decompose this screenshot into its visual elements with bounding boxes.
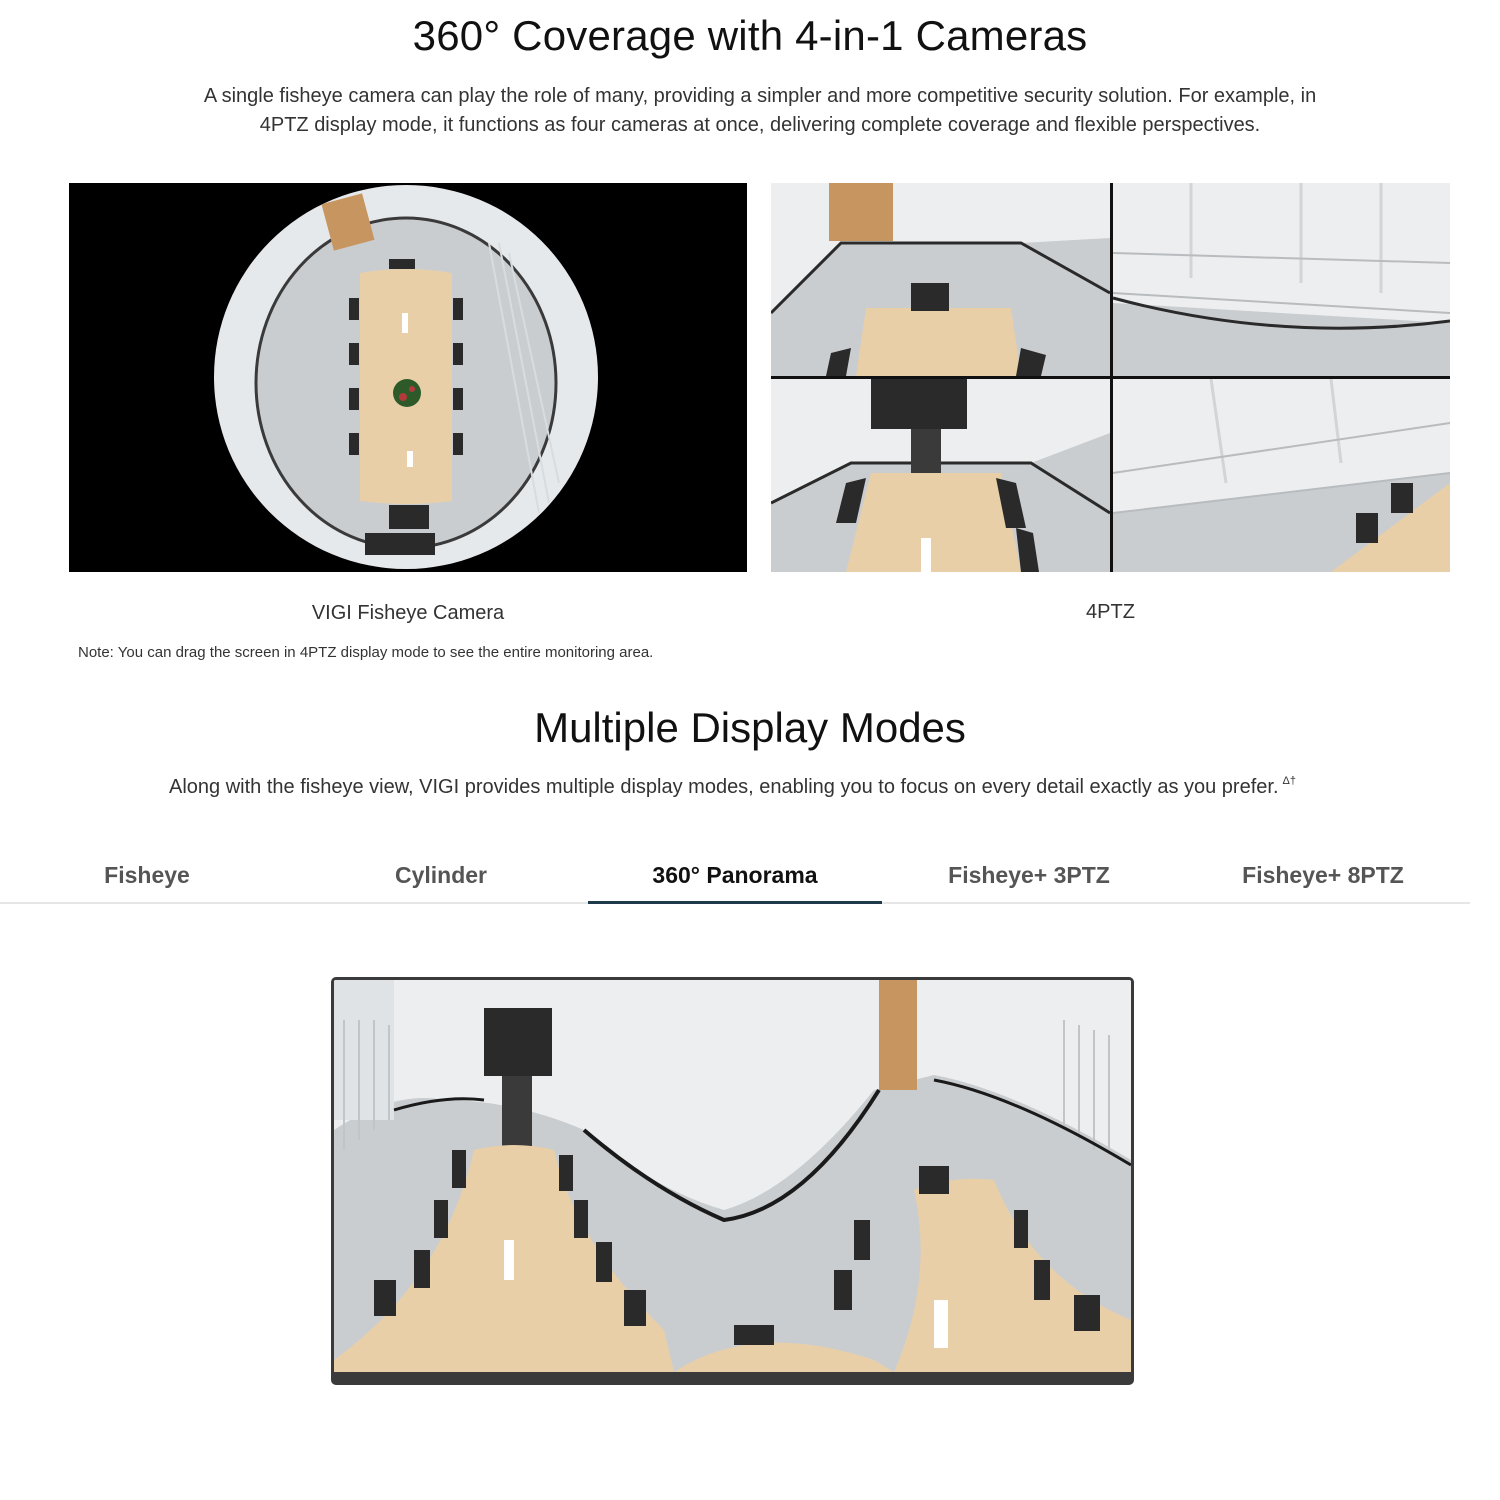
tab-fisheye[interactable]: Fisheye — [104, 861, 190, 888]
footnote-mark[interactable]: Δ† — [1282, 775, 1296, 787]
tab-360-panorama[interactable]: 360° Panorama — [588, 848, 882, 902]
drag-note: Note: You can drag the screen in 4PTZ display mode to see the entire monitoring area. — [78, 644, 654, 661]
section-description-coverage: A single fisheye camera can play the role of many, providing a simpler and more competitive security solution. For example, in 4PTZ display mode, it functions as four cameras at once, delivering complete coverage and flexible perspectives. — [203, 85, 1317, 136]
fisheye-camera-image — [69, 183, 747, 572]
section-title-display-modes: Multiple Display Modes — [534, 704, 966, 751]
section-description-display-modes — [0, 775, 1465, 799]
section-title-coverage: 360° Coverage with 4-in-1 Cameras — [412, 12, 1088, 59]
4ptz-view-image[interactable] — [771, 183, 1450, 572]
display-modes-text: Along with the fisheye view, VIGI provides multiple display modes, enabling you to focus on every detail exactly as you prefer. — [169, 776, 1279, 798]
fisheye-caption: VIGI Fisheye Camera — [311, 602, 505, 624]
tab-fisheye-3ptz[interactable]: Fisheye+ 3PTZ — [948, 861, 1110, 888]
tab-cylinder[interactable]: Cylinder — [394, 861, 488, 888]
tab-fisheye-8ptz[interactable]: Fisheye+ 8PTZ — [1242, 861, 1404, 888]
panorama-view-image — [331, 977, 1134, 1385]
ptz-caption: 4PTZ — [1086, 601, 1135, 623]
display-mode-tabs — [0, 848, 1470, 904]
